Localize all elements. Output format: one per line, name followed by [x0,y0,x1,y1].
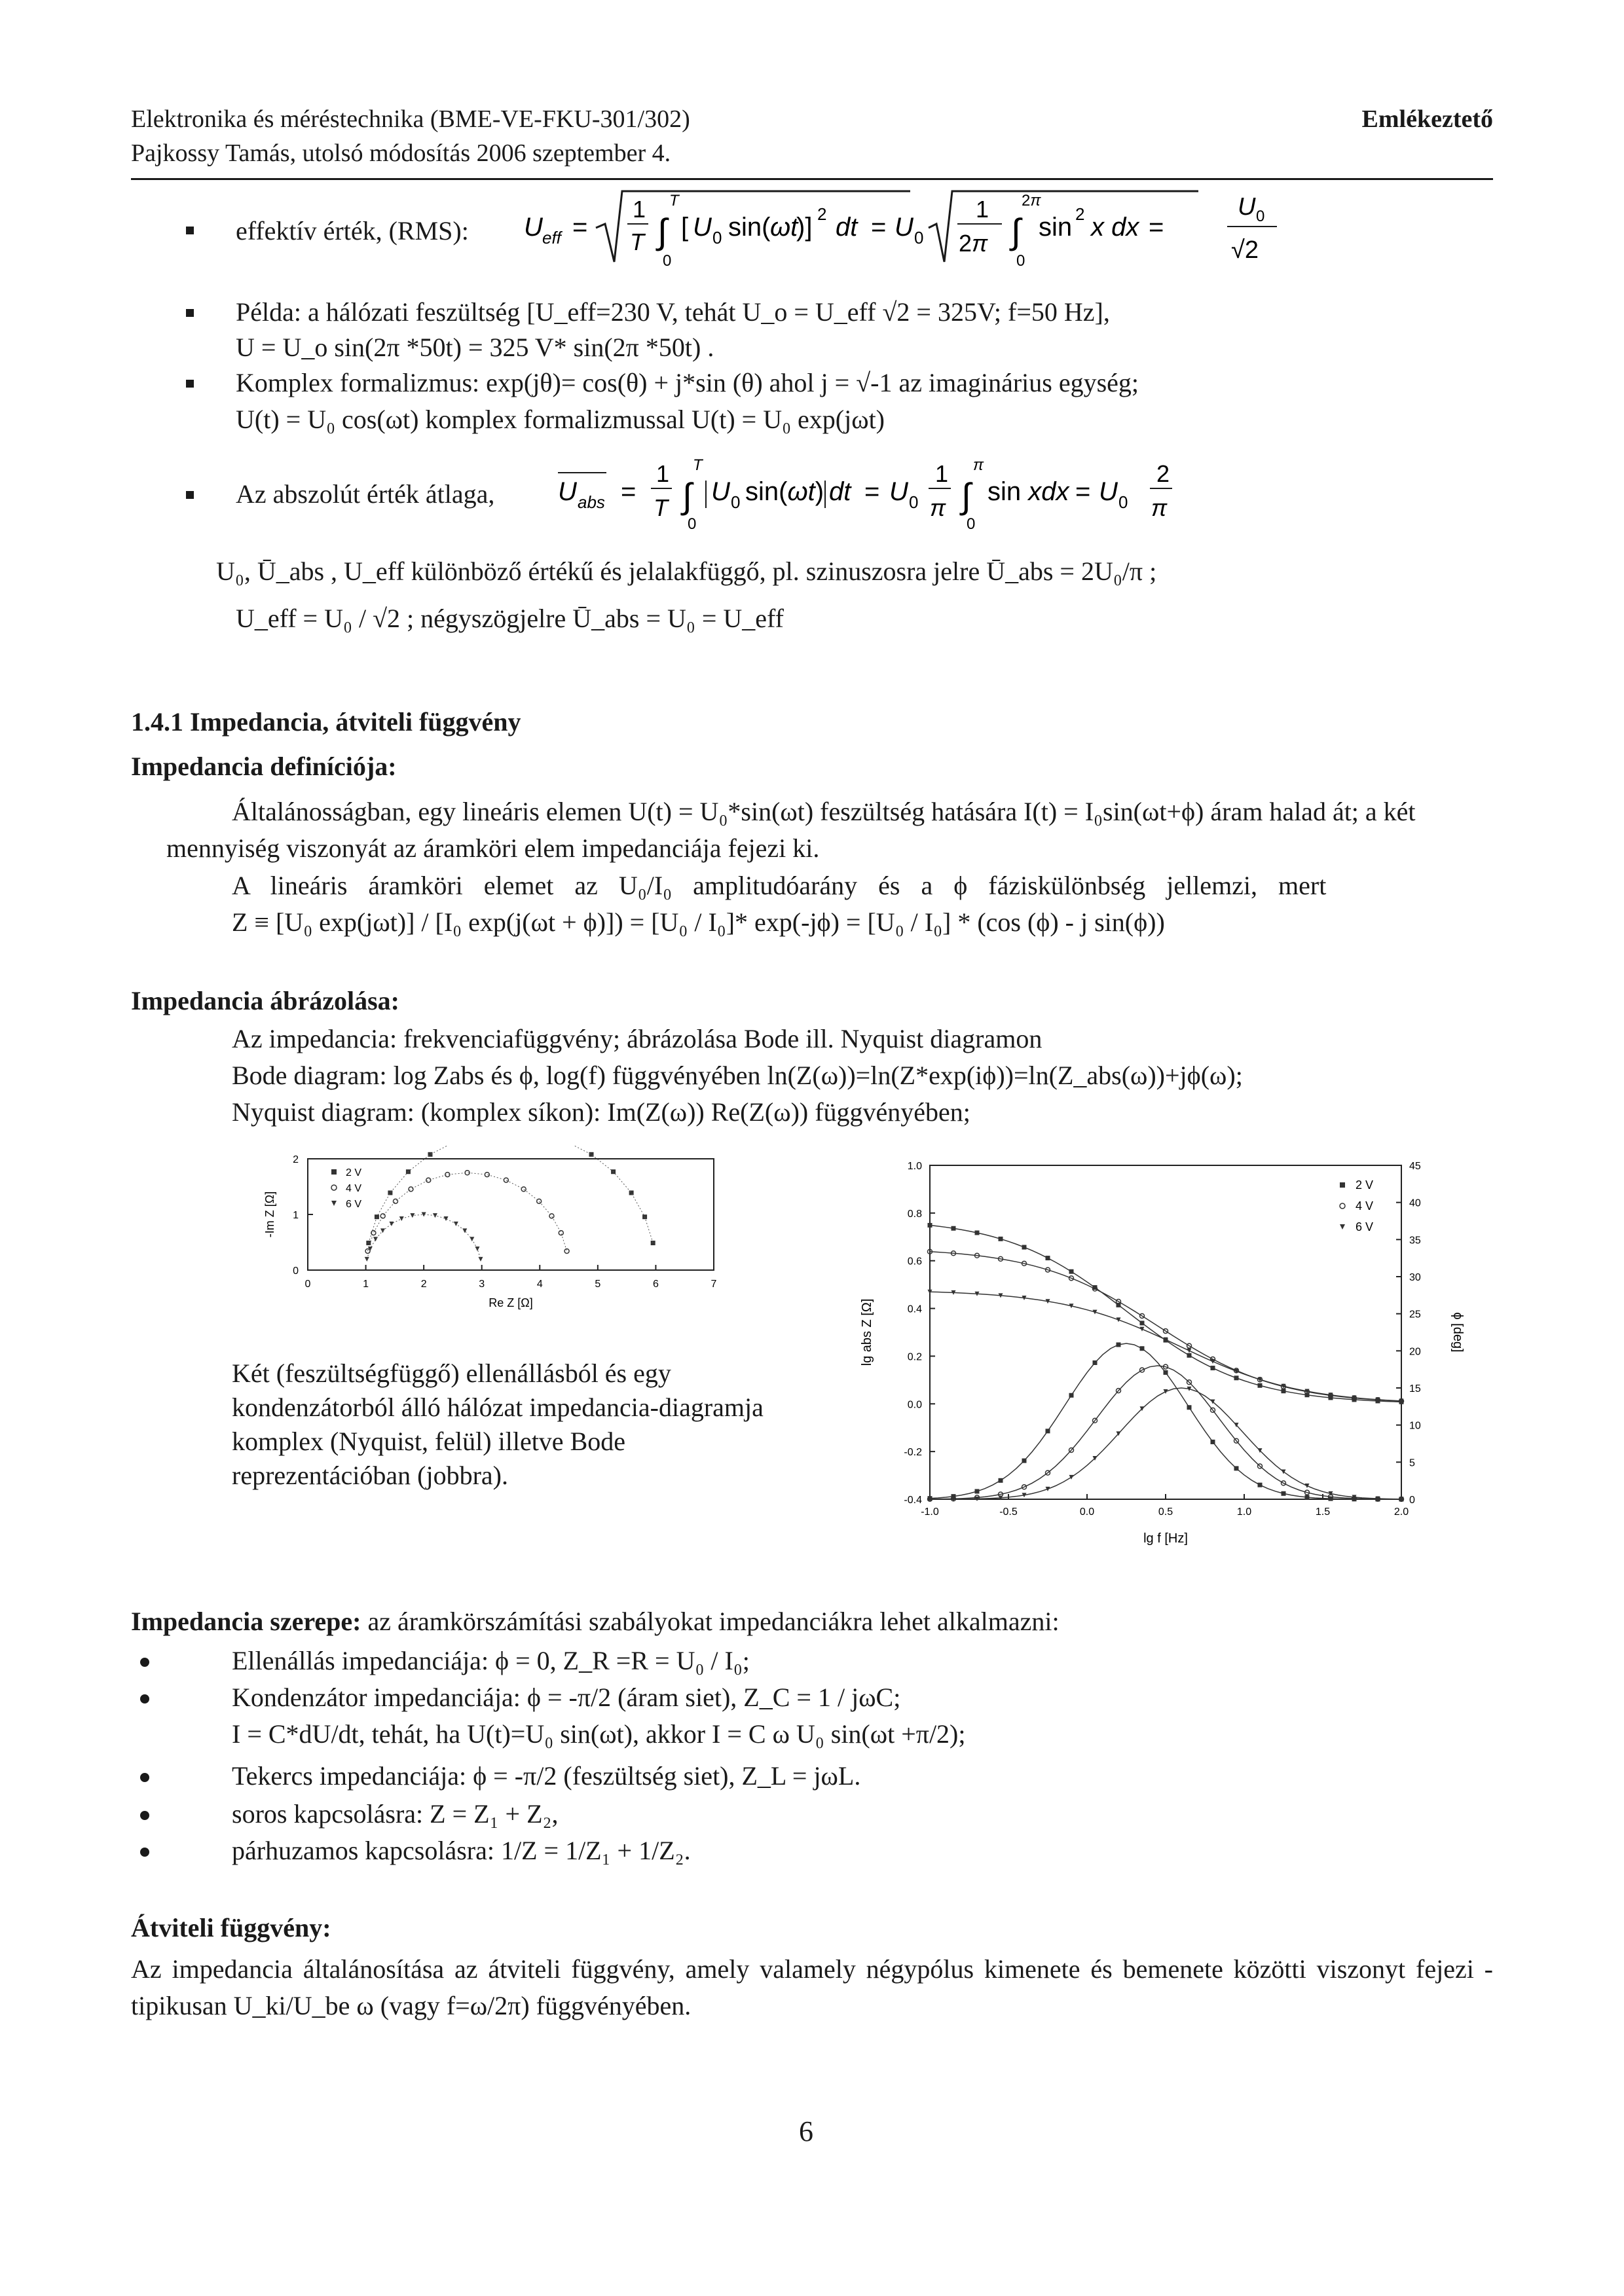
data-point [1022,1245,1027,1250]
data-point [1305,1484,1310,1488]
repr-line1: Az impedancia: frekvenciafüggvény; ábrázolása Bode ill. Nyquist diagramon [232,1024,1043,1053]
data-point [388,1190,392,1195]
y2-tick-label: 40 [1409,1197,1421,1209]
data-point [559,1231,563,1235]
y-axis-label: -Im Z [Ω] [263,1191,276,1238]
svg-text:)]: )] [796,213,813,242]
page-number: 6 [799,2115,813,2147]
data-point [1140,1321,1145,1325]
abs-label: Az abszolút érték átlaga, [236,479,495,509]
data-point [1258,1383,1263,1388]
svg-text:U: U [693,213,712,242]
y-tick-label: 1.0 [907,1161,922,1172]
impedance-representation-title: Impedancia ábrázolása: [131,986,399,1015]
legend-label: 4 V [1356,1199,1374,1212]
x-tick-label: 2.0 [1393,1506,1409,1518]
svg-text:π: π [1151,494,1168,521]
legend-marker [331,1185,337,1190]
y2-tick-label: 25 [1409,1309,1421,1321]
x-tick-label: 0.5 [1158,1506,1173,1518]
x-tick-label: -1.0 [921,1506,939,1518]
data-point [1164,1389,1168,1394]
svg-text:0: 0 [914,228,924,247]
header-rule [131,178,1493,180]
y-tick-label: 0.4 [907,1303,922,1315]
data-point [1187,1349,1192,1353]
data-point [410,1213,415,1218]
y-tick-label: 0.2 [907,1351,922,1363]
data-point [380,1214,385,1218]
svg-text:0: 0 [1016,252,1025,270]
role-item: Kondenzátor impedanciája: ϕ = -π/2 (áram siet), Z_C = 1 / jωC; [232,1683,901,1712]
svg-text:0: 0 [1118,492,1128,512]
data-point [1116,1342,1121,1347]
data-point [1069,1269,1074,1274]
y-tick-label: 2 [293,1154,299,1165]
svg-text:0: 0 [712,228,722,247]
rms-label: effektív érték, (RMS): [236,216,469,246]
x-tick-label: 1.5 [1315,1506,1331,1518]
data-point [999,1237,1003,1241]
y-tick-label: 0 [293,1266,299,1277]
bullet-marker [140,1694,149,1704]
role-item: soros kapcsolásra: Z = Z₁ + Z₂, [232,1799,559,1829]
data-point [479,1257,483,1262]
legend-label: 2 V [346,1167,362,1178]
nyquist-chart [236,1146,733,1329]
y2-tick-label: 35 [1409,1235,1421,1247]
svg-text:0: 0 [967,515,976,533]
data-point [1046,1256,1050,1260]
svg-text:0: 0 [688,515,697,533]
y-tick-label: 1 [293,1210,299,1221]
data-point [1140,1327,1145,1332]
series-line [367,1214,481,1259]
svg-text:abs: abs [578,492,605,512]
legend-label: 2 V [1356,1178,1374,1192]
data-point [1164,1370,1168,1375]
data-point [1022,1459,1027,1463]
svg-text:U: U [524,213,543,242]
data-point [951,1226,956,1231]
svg-text:0: 0 [731,492,741,512]
complex-line1: Komplex formalizmus: exp(jθ)= cos(θ) + j*sin (θ) ahol j = √-1 az imaginárius egység; [236,368,1139,397]
data-point [475,1247,479,1251]
svg-text:sin xdx: sin xdx [987,477,1069,506]
y-axis-label: lg abs Z [Ω] [860,1298,874,1366]
svg-text:0: 0 [1256,208,1265,225]
data-point [1069,1475,1074,1480]
summary-line1: U₀, Ū_abs , U_eff különböző értékű és jelalakfüggő, pl. szinuszosra jelre Ū_abs = 2U₀/π ; [216,556,1157,586]
svg-text:π: π [930,494,946,521]
x-tick-label: 5 [595,1279,601,1290]
legend-marker [1340,1224,1345,1230]
svg-text:U: U [895,213,913,242]
legend-marker [1340,1182,1345,1188]
svg-text:=: = [864,477,880,506]
svg-text:x dx: x dx [1091,213,1139,242]
y2-tick-label: 20 [1409,1346,1421,1358]
bullet-marker [186,309,194,317]
svg-text:T: T [693,456,703,474]
legend-label: 6 V [346,1199,362,1210]
svg-text:U: U [889,477,908,506]
data-point [629,1190,634,1195]
x-tick-label: -0.5 [999,1506,1018,1518]
y-tick-label: -0.4 [904,1495,922,1506]
data-point [975,1489,980,1493]
data-point [1211,1366,1215,1370]
header-label: Emlékeztető [1361,105,1493,133]
transfer-paragraph: Az impedancia általánosítása az átviteli függvény, amely valamely négypólus kimenete és bemenete közötti viszonyt fejezi - tipikusan U_ki/U_be ω (vagy f=ω/2π) függvényében. [131,1954,1493,2020]
data-point [1046,1487,1050,1491]
y-tick-label: 0.6 [907,1256,922,1267]
svg-text:2: 2 [1156,460,1170,487]
svg-text:√2: √2 [1231,236,1259,264]
x-tick-label: 7 [710,1279,717,1290]
data-point [1046,1429,1050,1433]
data-point [399,1216,404,1221]
data-point [1258,1483,1263,1487]
svg-text:0: 0 [909,492,919,512]
data-point [1093,1360,1098,1365]
svg-text:=: = [1075,477,1091,506]
bullet-marker [186,380,194,388]
role-line [131,1604,1060,1639]
repr-line2: Bode diagram: log Zabs és ϕ, log(f) függvényében ln(Z(ω))=ln(Z*exp(iϕ))=ln(Z_abs(ω))+jϕ(ω); [232,1061,1243,1090]
data-point [365,1248,370,1253]
transfer-title: Átviteli függvény: [131,1913,331,1942]
x-tick-label: 0.0 [1079,1506,1095,1518]
y2-tick-label: 45 [1409,1161,1421,1172]
impedance-definition-title: Impedancia definíciója: [131,752,397,781]
data-point [1305,1495,1310,1499]
svg-text:∫: ∫ [657,212,667,251]
data-point [1282,1389,1286,1393]
data-point [564,1248,569,1253]
data-point [1069,1393,1074,1398]
y2-tick-label: 0 [1409,1495,1415,1506]
svg-text:U: U [558,477,577,506]
magnitude-curve [930,1292,1401,1401]
bullet-marker [140,1658,149,1667]
data-point [1211,1440,1215,1444]
svg-text:sin(ωt): sin(ωt) [745,477,824,506]
data-point [1140,1346,1145,1351]
svg-text:=: = [621,477,637,506]
legend-label: 6 V [1356,1220,1374,1233]
data-point [366,1241,371,1245]
x-tick-label: 3 [479,1279,485,1290]
x-tick-label: 6 [652,1279,659,1290]
svg-text:0: 0 [663,252,672,270]
y2-axis-label: ϕ [deg] [1450,1312,1465,1353]
complex-line2: U(t) = U₀ cos(ωt) komplex formalizmussal U(t) = U₀ exp(jωt) [236,405,885,434]
svg-text:T: T [654,494,668,521]
role-item: Ellenállás impedanciája: ϕ = 0, Z_R =R = U₀ / I₀; [232,1646,750,1675]
svg-text:∫: ∫ [682,477,692,516]
data-point [504,1178,508,1182]
legend-marker [1340,1203,1345,1209]
data-point [1116,1317,1121,1322]
role-title: Impedancia szerepe: [131,1607,361,1636]
bullet-marker [186,491,194,499]
svg-text:1: 1 [935,460,949,487]
impedance-definition-p2-line1: A lineáris áramköri elemet az U₀/I₀ amplitudóarány és a ϕ fáziskülönbség jellemzi, mert [232,871,1327,900]
abs-formula [558,448,1213,533]
svg-text:ωt: ωt [770,213,798,242]
x-axis-label: lg f [Hz] [1143,1531,1188,1546]
svg-text:=: = [1149,213,1164,242]
data-point [1187,1353,1192,1358]
data-point [1234,1466,1239,1470]
y-tick-label: -0.2 [904,1447,922,1459]
bullet-marker [140,1773,149,1782]
svg-text:2: 2 [1075,204,1085,224]
svg-text:T: T [669,192,679,210]
summary-line2: U_eff = U₀ / √2 ; négyszögjelre Ū_abs = U₀ = U_eff [236,604,784,633]
data-point [426,1178,431,1182]
svg-text:=: = [572,213,588,242]
bullet-marker [140,1848,149,1857]
rms-example-line1: Példa: a hálózati feszültség [U_eff=230 V, tehát U_o = U_eff √2 = 325V; f=50 Hz], [236,297,1110,327]
bode-chart [838,1146,1493,1578]
data-point [928,1223,932,1228]
bullet-marker [140,1811,149,1820]
data-point [1234,1376,1239,1380]
data-point [409,1187,413,1192]
y2-tick-label: 30 [1409,1272,1421,1283]
bullet-marker [186,227,194,234]
svg-text:dt: dt [836,213,858,242]
svg-text:T: T [630,228,644,255]
svg-text:sin: sin [1039,213,1073,242]
y-tick-label: 0.8 [907,1208,922,1220]
role-text: az áramkörszámítási szabályokat impedanciákra lehet alkalmazni: [367,1607,1060,1636]
repr-line3: Nyquist diagram: (komplex síkon): Im(Z(ω)) Re(Z(ω)) függvényében; [232,1097,970,1127]
y-tick-label: 0.0 [907,1399,922,1411]
svg-text:eff: eff [542,228,561,247]
svg-text:[: [ [681,213,689,242]
rms-example-line2: U = U_o sin(2π *50t) = 325 V* sin(2π *50t) . [236,333,714,362]
data-point [1211,1359,1215,1364]
role-item: párhuzamos kapcsolásra: 1/Z = 1/Z₁ + 1/Z₂. [232,1836,691,1865]
y2-tick-label: 5 [1409,1457,1415,1469]
data-point [365,1257,369,1262]
x-tick-label: 0 [304,1279,311,1290]
x-tick-label: 1 [363,1279,369,1290]
svg-text:U: U [1238,193,1256,221]
legend-label: 4 V [346,1183,362,1194]
data-point [651,1241,655,1245]
data-point [389,1222,394,1226]
data-point [975,1230,980,1235]
x-tick-label: 4 [536,1279,543,1290]
data-point [1187,1405,1192,1410]
header-course: Elektronika és méréstechnika (BME-VE-FKU-301/302) [131,105,690,133]
y2-tick-label: 10 [1409,1420,1421,1432]
magnitude-curve [930,1225,1401,1402]
svg-text:π: π [973,456,984,474]
data-point [999,1478,1003,1483]
section-title: 1.4.1 Impedancia, átviteli függvény [131,707,521,737]
magnitude-curve [930,1252,1401,1401]
plot-frame [930,1165,1401,1499]
legend-marker [331,1169,337,1175]
svg-text:∫: ∫ [961,477,971,516]
svg-text:dt: dt [829,477,851,506]
svg-text:1: 1 [656,460,670,487]
x-tick-label: 2 [420,1279,427,1290]
svg-text:2π: 2π [959,230,988,257]
figure-caption: Két (feszültségfüggő) ellenállásból és egy kondenzátorból álló hálózat impedancia-diagramja komplex (Nyquist, felül) illetve Bode reprezentációban (jobbra). [232,1358,764,1490]
impedance-definition-p1: Általánosságban, egy lineáris elemen U(t) = U₀*sin(ωt) feszültség hatására I(t) = I₀sin(ωt+ϕ) áram halad át; a két mennyiség viszonyát az áramköri elem impedanciája fejezi ki. [166,797,1416,863]
series-line [369,1146,653,1243]
data-point [521,1187,526,1192]
legend-marker [331,1201,337,1206]
svg-text:U: U [1099,477,1118,506]
x-tick-label: 1.0 [1236,1506,1252,1518]
role-item: I = C*dU/dt, tehát, ha U(t)=U₀ sin(ωt), akkor I = C ω U₀ sin(ωt +π/2); [232,1719,966,1749]
svg-text:2: 2 [817,204,827,224]
data-point [444,1216,449,1221]
x-axis-label: Re Z [Ω] [489,1296,533,1309]
impedance-definition-p2-line2: Z ≡ [U₀ exp(jωt)] / [I₀ exp(j(ωt + ϕ)]) = [U₀ / I₀]* exp(-jϕ) = [U₀ / I₀] * (cos (ϕ) - j sin(ϕ)) [232,907,1165,937]
svg-text:1: 1 [633,196,646,223]
svg-text:1: 1 [976,196,989,223]
svg-text:sin(: sin( [728,213,771,242]
data-point [1282,1491,1286,1496]
role-item: Tekercs impedanciája: ϕ = -π/2 (feszültség siet), Z_L = jωL. [232,1761,861,1791]
svg-text:∫: ∫ [1011,212,1021,251]
header-author: Pajkossy Tamás, utolsó módosítás 2006 szeptember 4. [131,139,671,167]
rms-formula [524,185,1297,276]
svg-text:U: U [711,477,730,506]
svg-text:2π: 2π [1022,192,1041,210]
y2-tick-label: 15 [1409,1383,1421,1394]
svg-text:=: = [871,213,887,242]
